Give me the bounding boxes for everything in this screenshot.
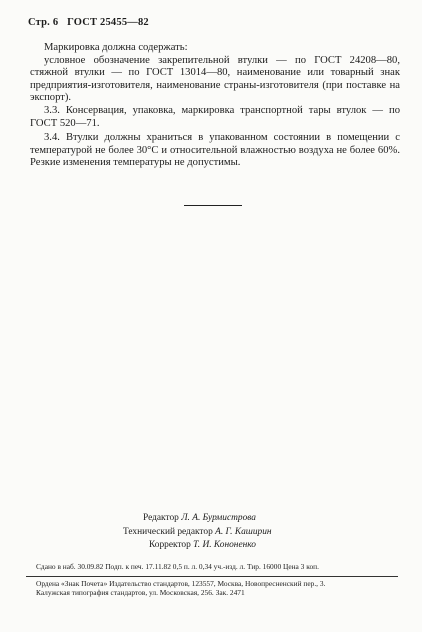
imprint-divider [26,576,398,577]
credit-proofreader [0,539,422,553]
credit-label: Технический редактор [123,526,213,537]
paragraph-3-4: 3.4. Втулки должны храниться в упакованном состоянии в помещении с температурой не более 30°C и относительной влажностью воздуха не более 60%. Резкие изменения температуры не допустимы. [30,132,400,169]
credit-tech-editor [0,526,422,540]
standard-number: ГОСТ 25455—82 [67,17,149,28]
credits-block [0,512,422,553]
credit-editor [0,512,422,526]
end-of-text-rule [184,205,242,206]
imprint-print-details: Сдано в наб. 30.09.82 Подп. к печ. 17.11.82 0,5 п. л. 0,34 уч.-изд. л. Тир. 16000 Цена 3 коп. [36,562,319,571]
imprint-printer: Калужская типография стандартов, ул. Московская, 256. Зак. 2471 [36,588,245,597]
imprint-publisher: Ордена «Знак Почета» Издательство стандартов, 123557, Москва, Новопресненский пер., 3. [36,579,326,588]
page-number: Стр. 6 [28,17,59,28]
credit-name: А. Г. Каширин [215,526,272,537]
imprint-block [36,561,416,599]
credit-name: Т. И. Кононенко [193,540,256,551]
paragraph-marking-intro: Маркировка должна содержать: [44,42,188,53]
credit-label: Корректор [149,540,191,551]
paragraph-3-3: 3.3. Консервация, упаковка, маркировка транспортной тары втулок — по ГОСТ 520—71. [30,104,400,129]
credit-name: Л. А. Бурмистрова [181,513,256,523]
paragraph-marking-content: условное обозначение закрепительной втулки — по ГОСТ 24208—80, стяжной втулки — по ГОСТ 13014—80, наименование или товарный знак предприятия-изготовителя, наименование страны-изготовителя (при поставке на экспорт). [30,54,400,104]
page-header [28,17,155,28]
body-text [30,42,400,170]
credit-label: Редактор [143,513,179,523]
